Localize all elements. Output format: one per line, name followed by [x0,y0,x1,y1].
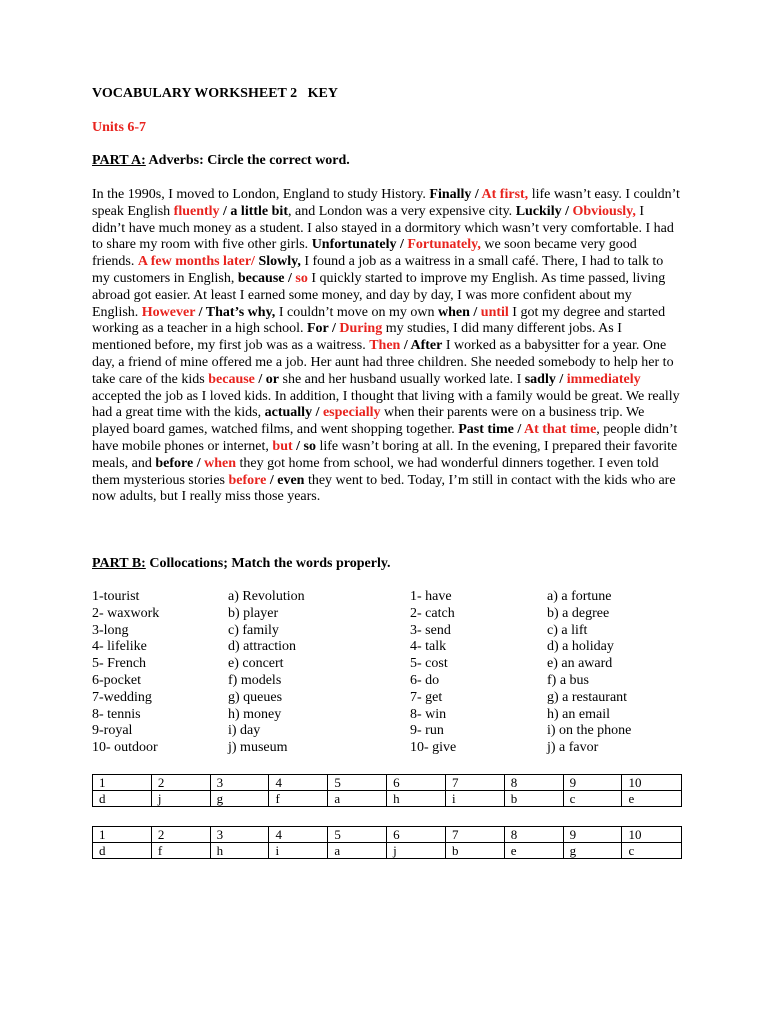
collocation-option: a) a fortune [547,589,612,604]
answer-key-letter-cell: b [504,791,563,807]
collocation-word: 10- give [410,740,457,756]
passage-text: she and her husband usually worked late. I [279,371,525,387]
collocation-word: 4- talk [410,639,447,655]
answer-key-table-1 [92,774,682,807]
answer-choice-option: / That’s why, [195,304,276,320]
set2-words-column [410,589,456,757]
passage-text: they went to bed. Today, I’m still in contact with the kids who are now adults, but I really miss those years. [92,472,676,505]
passage-text: accepted the job as I loved kids. In addition, I thought that living with a family would be great. We really had a great time with the kids, [92,388,680,421]
answer-key-letter-cell: j [387,843,446,859]
answer-key-number-cell: 2 [151,775,210,791]
set1-words-column [92,589,159,757]
part-b-label: PART B: [92,556,146,571]
collocation-word: 4- lifelike [92,639,147,655]
collocation-option: e) concert [228,656,284,672]
answer-key-number-row [93,775,682,791]
answer-key-letter-cell: h [210,843,269,859]
passage-text: life wasn’t boring at all. In the evening, I prepared their favorite meals, and [92,438,678,471]
passage-text: life wasn’t easy. I couldn’t speak English [92,187,680,219]
answer-key-number-cell: 3 [210,775,269,791]
collocation-option: j) museum [228,740,288,756]
answer-key-number-cell: 1 [93,827,152,843]
answer-choice-correct: until [480,304,509,320]
answer-choice-option: For / [307,321,340,337]
answer-key-letter-cell: c [622,843,682,859]
answer-choice-option: because / [237,270,296,286]
answer-key-letter-cell: i [269,843,328,859]
answer-choice-correct: However [141,304,196,320]
collocation-word: 1-tourist [92,589,140,604]
answer-choice-option: Past time / [458,422,524,438]
collocation-option: i) on the phone [547,723,632,739]
collocation-word: 2- catch [410,605,455,621]
collocation-word: 1- have [410,589,452,604]
collocation-word: 7-wedding [92,689,152,705]
answer-key-number-cell: 7 [445,827,504,843]
collocation-word: 10- outdoor [92,740,158,756]
answer-key-letter-cell: g [563,843,622,859]
answer-key-letter-cell: f [151,843,210,859]
passage-text: In the 1990s, I moved to London, England to study History. [92,187,430,202]
collocation-word: 8- tennis [92,706,141,722]
part-a-heading [92,153,350,169]
answer-key-letter-cell: b [445,843,504,859]
answer-key-letter-cell: i [445,791,504,807]
collocation-option: c) family [228,622,279,638]
answer-key-letter-cell: a [328,843,387,859]
answer-key-number-row [93,827,682,843]
answer-key-number-cell: 9 [563,775,622,791]
collocation-option: j) a favor [547,740,599,756]
collocation-word: 7- get [410,689,443,705]
answer-key-letter-cell: h [387,791,446,807]
set1-options-column [228,589,305,757]
set2-options-column [547,589,631,757]
answer-key-letter-cell: d [93,843,152,859]
collocation-option: d) a holiday [547,639,614,655]
units-label: Units 6-7 [92,120,147,135]
answer-choice-option: / After [400,338,443,354]
answer-key-letter-cell: f [269,791,328,807]
answer-key-number-cell: 10 [622,827,682,843]
answer-key-number-cell: 3 [210,827,269,843]
passage-text: my studies, I did many different jobs. As I mentioned before, my first job was as a waitress. [92,321,622,354]
answer-key-number-cell: 4 [269,775,328,791]
answer-choice-correct: especially [322,405,381,421]
part-b-instruction: Collocations; Match the words properly. [145,556,391,571]
answer-key-number-cell: 8 [504,827,563,843]
answer-choice-correct: so [295,270,308,286]
collocation-option: e) an award [547,656,613,672]
passage-text: I didn’t have much money as a student. I also stayed in a dormitory which wasn’t very comfortable. I had to share my room with five other girls. [92,203,674,253]
answer-choice-correct: At that time [523,422,597,438]
answer-key-number-cell: 6 [387,775,446,791]
part-a-label: PART A: [92,153,146,168]
answer-key-number-cell: 6 [387,827,446,843]
collocation-option: h) money [228,706,282,722]
answer-key-number-cell: 5 [328,775,387,791]
answer-key-letter-cell: d [93,791,152,807]
answer-key-letter-cell: e [622,791,682,807]
collocation-option: g) queues [228,689,283,705]
answer-choice-option: Unfortunately / [311,237,408,253]
answer-choice-correct: At first, [481,187,529,202]
answer-key-letter-cell: e [504,843,563,859]
answer-choice-correct: Fortunately, [407,237,481,253]
passage-text: I found a job as a waitress in a small café. There, I had to talk to my customers in English, [92,254,664,286]
collocation-option: h) an email [547,706,610,722]
passage-text: they got home from school, we had wonderful dinners together. I even told them mysterious stories [92,455,659,488]
passage-text: I got my degree and started working as a teacher in a high school. [92,304,666,337]
answer-choice-correct: A few months later/ [137,254,255,270]
answer-key-number-cell: 2 [151,827,210,843]
answer-choice-correct: but [272,438,293,454]
collocation-word: 9-royal [92,723,133,739]
answer-key-letter-cell: j [151,791,210,807]
answer-choice-option: Finally / [429,187,482,202]
passage-text: , people didn’t have mobile phones or internet, [92,422,678,454]
collocation-word: 9- run [410,723,444,739]
answer-key-number-cell: 10 [622,775,682,791]
collocation-word: 6-pocket [92,672,141,688]
answer-key-number-cell: 8 [504,775,563,791]
collocation-option: b) player [228,605,279,621]
answer-choice-option: Slowly, [254,254,301,270]
answer-key-answer-row [93,843,682,859]
collocation-word: 2- waxwork [92,605,160,621]
collocation-word: 5- French [92,656,147,672]
answer-key-letter-cell: a [328,791,387,807]
answer-key-answer-row [93,791,682,807]
collocation-option: a) Revolution [228,589,305,604]
collocation-option: c) a lift [547,622,588,638]
answer-key-letter-cell: c [563,791,622,807]
answer-key-number-cell: 5 [328,827,387,843]
collocation-word: 6- do [410,672,440,688]
passage-text: we soon became very good friends. [92,237,637,270]
answer-choice-option: / or [254,371,280,387]
adverb-passage [92,187,680,506]
answer-choice-correct: before [228,472,267,488]
answer-key-letter-cell: g [210,791,269,807]
collocation-option: i) day [228,723,261,739]
answer-choice-option: sadly / [524,371,567,387]
answer-choice-correct: fluently [173,203,220,219]
answer-choice-option: actually / [264,405,323,421]
answer-choice-option: / even [266,472,305,488]
answer-key-number-cell: 7 [445,775,504,791]
answer-choice-option: when / [437,304,481,320]
part-b-heading [92,556,391,572]
passage-text: I worked as a babysitter for a year. One day, a friend of mine offered me a job. Her aunt had three children. She needed somebody to help her to take care of the kids [92,338,674,387]
answer-choice-correct: During [339,321,383,337]
answer-choice-option: / a little bit [219,203,288,219]
passage-text: , and London was a very expensive city. [287,203,516,219]
passage-text: I couldn’t move on my own [275,304,438,320]
answer-choice-correct: when [204,455,237,471]
collocation-word: 8- win [410,706,447,722]
collocation-option: f) models [228,672,282,688]
collocation-option: f) a bus [547,672,589,688]
answer-key-table-2 [92,826,682,859]
answer-choice-option: Luckily / [515,203,573,219]
collocation-option: b) a degree [547,605,610,621]
answer-choice-correct: because [208,371,255,387]
answer-key-number-cell: 4 [269,827,328,843]
collocation-word: 5- cost [410,656,448,672]
answer-choice-option: / so [292,438,316,454]
collocation-option: d) attraction [228,639,297,655]
collocation-word: 3- send [410,622,451,638]
answer-key-number-cell: 9 [563,827,622,843]
answer-choice-option: before / [155,455,205,471]
part-a-instruction: Adverbs: Circle the correct word. [145,153,350,168]
collocation-word: 3-long [92,622,129,638]
answer-choice-correct: Then [369,338,401,354]
passage-text: I quickly started to improve my English. As time passed, living abroad got easier. At least I earned some money, and day by day, I was more confident about my English. [92,270,666,320]
passage-text: when their parents were on a business trip. We played board games, watched films, and went shopping together. [92,405,645,438]
answer-choice-correct: immediately [566,371,641,387]
worksheet-title: VOCABULARY WORKSHEET 2 KEY [92,86,338,101]
answer-key-number-cell: 1 [93,775,152,791]
answer-choice-correct: Obviously, [572,203,636,219]
collocation-option: g) a restaurant [547,689,628,705]
